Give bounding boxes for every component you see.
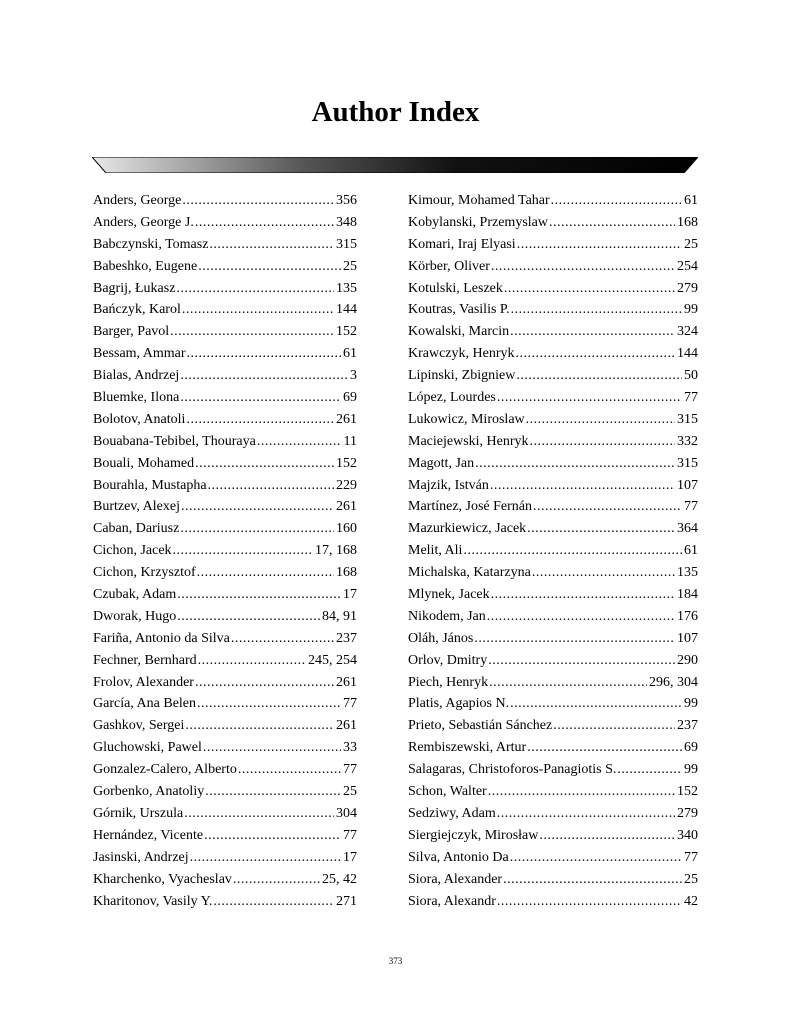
author-name: Anders, George (93, 193, 182, 208)
dot-leader (497, 891, 682, 913)
index-entry (408, 409, 698, 431)
page-reference: 135 (336, 280, 357, 296)
author-name: Bańczyk, Karol (93, 302, 181, 318)
dot-leader (195, 453, 334, 475)
index-entry (408, 299, 698, 321)
index-entry (408, 803, 698, 825)
index-entry (408, 453, 698, 475)
dot-leader (510, 693, 682, 715)
author-name: Prieto, Sebastián Sánchez (408, 718, 553, 734)
dot-leader (186, 409, 334, 431)
index-entry (93, 759, 357, 781)
dot-leader (176, 278, 334, 300)
page-reference: 50 (684, 368, 698, 384)
index-entry (93, 584, 357, 606)
index-entry (93, 650, 357, 672)
dot-leader (488, 781, 675, 803)
author-name: Anders, George J. (93, 214, 194, 230)
author-name: Schon, Walter (408, 784, 487, 800)
dot-leader (197, 562, 334, 584)
page-number: 373 (388, 956, 403, 966)
index-entry (408, 518, 698, 540)
page-reference: 99 (684, 762, 698, 778)
page-reference: 184 (677, 587, 698, 603)
page-reference: 84, 91 (322, 608, 357, 624)
page-reference: 25 (343, 258, 357, 274)
author-name: Górnik, Urszula (93, 805, 184, 821)
page-reference: 261 (336, 718, 357, 734)
page-reference: 290 (677, 652, 698, 668)
page-reference: 152 (336, 455, 357, 471)
index-entry (93, 234, 357, 256)
author-name: Babeshko, Eugene (93, 258, 198, 274)
page-reference: 25 (343, 784, 357, 800)
dot-leader (173, 540, 313, 562)
author-name: Michalska, Katarzyna (408, 565, 531, 581)
page-reference: 304 (336, 805, 357, 821)
index-entry (93, 628, 357, 650)
page-reference: 107 (677, 477, 698, 493)
page-reference: 144 (336, 302, 357, 318)
author-name: Maciejewski, Henryk (408, 433, 529, 449)
index-entry (408, 343, 698, 365)
index-entry (93, 409, 357, 431)
author-name: Körber, Oliver (408, 258, 490, 274)
page-reference: 315 (677, 411, 698, 427)
index-entry (408, 234, 698, 256)
author-name: Gorbenko, Anatoliy (93, 784, 205, 800)
page-reference: 61 (343, 346, 357, 362)
dot-leader (205, 781, 341, 803)
author-name: Oláh, János (408, 630, 474, 646)
dot-leader (526, 409, 675, 431)
page-reference: 61 (684, 543, 698, 559)
index-entry (408, 278, 698, 300)
page-reference: 99 (684, 696, 698, 712)
page-reference: 77 (343, 827, 357, 843)
dot-leader (182, 190, 334, 212)
page-reference: 61 (684, 193, 698, 208)
author-name: Piech, Henryk (408, 674, 489, 690)
index-entry (93, 431, 357, 453)
index-entry (408, 212, 698, 234)
index-entry (93, 387, 357, 409)
dot-leader (475, 453, 675, 475)
index-entry (408, 891, 698, 913)
dot-leader (197, 693, 341, 715)
page-reference: 152 (336, 324, 357, 340)
author-name: Platis, Agapios N. (408, 696, 510, 712)
dot-leader (177, 606, 320, 628)
author-name: Jasinski, Andrzej (93, 849, 189, 865)
author-name: Koutras, Vasilis P. (408, 302, 510, 318)
author-name: Kobylanski, Przemyslaw (408, 214, 548, 230)
index-entry (93, 715, 357, 737)
page-reference: 315 (336, 236, 357, 252)
author-name: Cichon, Krzysztof (93, 565, 196, 581)
index-entry (408, 781, 698, 803)
title-divider (92, 157, 698, 173)
author-name: Silva, Antonio Da (408, 849, 509, 865)
dot-leader (497, 387, 682, 409)
page-reference: 279 (677, 805, 698, 821)
index-column-left (93, 190, 357, 912)
dot-leader (231, 628, 334, 650)
author-name: Caban, Dariusz (93, 521, 180, 537)
dot-leader (491, 256, 675, 278)
author-name: Sedziwy, Adam (408, 805, 496, 821)
dot-leader (182, 299, 334, 321)
dot-leader (180, 365, 348, 387)
dot-leader (198, 650, 306, 672)
index-entry (408, 693, 698, 715)
dot-leader (533, 496, 682, 518)
author-name: Melit, Ali (408, 543, 463, 559)
author-name: Czubak, Adam (93, 587, 177, 603)
dot-leader (517, 234, 682, 256)
author-name: Majzik, István (408, 477, 489, 493)
author-name: Babczynski, Tomasz (93, 236, 209, 252)
author-name: Bolotov, Anatoli (93, 411, 186, 427)
dot-leader (551, 190, 682, 212)
index-entry (408, 759, 698, 781)
index-entry (408, 540, 698, 562)
dot-leader (503, 869, 682, 891)
page-reference: 168 (336, 565, 357, 581)
dot-leader (489, 672, 647, 694)
index-column-right (408, 190, 698, 912)
dot-leader (527, 518, 675, 540)
dot-leader (617, 759, 682, 781)
page-reference: 324 (677, 324, 698, 340)
dot-leader (190, 847, 341, 869)
author-name: Kharitonov, Vasily Y. (93, 893, 213, 909)
author-name: Dworak, Hugo (93, 608, 177, 624)
index-entry (93, 365, 357, 387)
index-entry (93, 540, 357, 562)
index-entry (408, 584, 698, 606)
index-entry (93, 803, 357, 825)
dot-leader (203, 737, 341, 759)
page-reference: 107 (677, 630, 698, 646)
page-reference: 176 (677, 608, 698, 624)
index-entry (408, 847, 698, 869)
index-entry (408, 431, 698, 453)
page-reference: 160 (336, 521, 357, 537)
author-name: Mazurkiewicz, Jacek (408, 521, 527, 537)
dot-leader (195, 212, 334, 234)
dot-leader (185, 715, 334, 737)
index-entry (408, 365, 698, 387)
dot-leader (463, 540, 682, 562)
index-entry (93, 190, 357, 212)
page-reference: 42 (684, 893, 698, 909)
page-reference: 77 (343, 762, 357, 778)
index-entry (93, 891, 357, 913)
author-name: Martínez, José Fernán (408, 499, 533, 515)
index-entry (93, 562, 357, 584)
dot-leader (195, 672, 334, 694)
index-entry (408, 650, 698, 672)
dot-leader (204, 825, 341, 847)
author-name: Lukowicz, Miroslaw (408, 411, 525, 427)
index-entry (408, 672, 698, 694)
page-reference: 17 (343, 849, 357, 865)
page-reference: 254 (677, 258, 698, 274)
index-entry (93, 321, 357, 343)
page-reference: 237 (336, 630, 357, 646)
index-entry (408, 869, 698, 891)
author-name: Salagaras, Christoforos-Panagiotis S. (408, 762, 617, 778)
author-name: Kowalski, Marcin (408, 324, 510, 340)
author-name: Gashkov, Sergei (93, 718, 185, 734)
author-name: Gluchowski, Pawel (93, 740, 202, 756)
page-reference: 25, 42 (322, 871, 357, 887)
dot-leader (238, 759, 341, 781)
index-entry (93, 453, 357, 475)
index-entry (93, 606, 357, 628)
page-reference: 279 (677, 280, 698, 296)
index-entry (93, 737, 357, 759)
page-reference: 69 (343, 390, 357, 406)
dot-leader (491, 584, 675, 606)
dot-leader (181, 496, 334, 518)
page-reference: 229 (336, 477, 357, 493)
page-reference: 261 (336, 674, 357, 690)
index-entry (93, 299, 357, 321)
page-reference: 77 (684, 499, 698, 515)
index-entry (408, 737, 698, 759)
author-name: Krawczyk, Henryk (408, 346, 515, 362)
dot-leader (516, 343, 675, 365)
dot-leader (516, 365, 682, 387)
dot-leader (488, 650, 675, 672)
dot-leader (539, 825, 675, 847)
index-entry (93, 825, 357, 847)
index-entry (93, 518, 357, 540)
page-reference: 152 (677, 784, 698, 800)
dot-leader (233, 869, 320, 891)
page-reference: 261 (336, 411, 357, 427)
page-reference: 315 (677, 455, 698, 471)
author-name: Magott, Jan (408, 455, 475, 471)
index-entry (408, 321, 698, 343)
dot-leader (490, 475, 675, 497)
index-entry (93, 343, 357, 365)
index-entry (93, 212, 357, 234)
index-entry (408, 606, 698, 628)
index-entry (93, 847, 357, 869)
author-name: Komari, Iraj Elyasi (408, 236, 516, 252)
dot-leader (530, 431, 675, 453)
dot-leader (213, 891, 334, 913)
dot-leader (257, 431, 342, 453)
page-reference: 296, 304 (649, 674, 698, 690)
index-entry (408, 190, 698, 212)
page-reference: 3 (350, 368, 357, 384)
page-reference: 77 (343, 696, 357, 712)
author-name: Barger, Pavol (93, 324, 170, 340)
author-name: Nikodem, Jan (408, 608, 486, 624)
author-name: Bourahla, Mustapha (93, 477, 207, 493)
page-reference: 340 (677, 827, 698, 843)
page-reference: 135 (677, 565, 698, 581)
author-name: Gonzalez-Calero, Alberto (93, 762, 237, 778)
dot-leader (532, 562, 675, 584)
page-reference: 33 (343, 740, 357, 756)
index-entry (408, 825, 698, 847)
author-name: Siora, Alexandr (408, 893, 496, 909)
page-reference: 77 (684, 390, 698, 406)
author-name: Orlov, Dmitry (408, 652, 488, 668)
author-name: López, Lourdes (408, 390, 496, 406)
author-name: Frolov, Alexander (93, 674, 194, 690)
author-name: Bluemke, Ilona (93, 390, 180, 406)
author-name: Fechner, Bernhard (93, 652, 197, 668)
dot-leader (184, 803, 334, 825)
index-entry (93, 693, 357, 715)
author-name: García, Ana Belen (93, 696, 197, 712)
dot-leader (209, 234, 334, 256)
dot-leader (180, 518, 334, 540)
author-name: Bagrij, Łukasz (93, 280, 176, 296)
page-reference: 364 (677, 521, 698, 537)
dot-leader (208, 475, 334, 497)
index-entry (93, 496, 357, 518)
author-name: Mlynek, Jacek (408, 587, 490, 603)
index-entry (93, 781, 357, 803)
dot-leader (187, 343, 341, 365)
dot-leader (510, 321, 675, 343)
index-entry (408, 256, 698, 278)
dot-leader (511, 299, 682, 321)
index-entry (93, 256, 357, 278)
author-name: Bialas, Andrzej (93, 368, 180, 384)
page-reference: 237 (677, 718, 698, 734)
page-reference: 348 (336, 214, 357, 230)
page-reference: 25 (684, 871, 698, 887)
author-name: Burtzev, Alexej (93, 499, 180, 515)
page-reference: 25 (684, 236, 698, 252)
page-reference: 168 (677, 214, 698, 230)
index-entry (93, 869, 357, 891)
page-reference: 17 (343, 587, 357, 603)
dot-leader (198, 256, 341, 278)
page-reference: 69 (684, 740, 698, 756)
author-name: Lipinski, Zbigniew (408, 368, 516, 384)
page-reference: 11 (343, 433, 357, 449)
index-entry (408, 628, 698, 650)
index-entry (408, 475, 698, 497)
page-reference: 77 (684, 849, 698, 865)
author-name: Kimour, Mohamed Tahar (408, 193, 550, 208)
dot-leader (527, 737, 682, 759)
dot-leader (553, 715, 675, 737)
dot-leader (549, 212, 675, 234)
page-reference: 261 (336, 499, 357, 515)
dot-leader (180, 387, 341, 409)
index-entry (93, 278, 357, 300)
dot-leader (177, 584, 341, 606)
author-name: Cichon, Jacek (93, 543, 172, 559)
dot-leader (474, 628, 675, 650)
author-name: Fariña, Antonio da Silva (93, 630, 230, 646)
dot-leader (510, 847, 682, 869)
page-reference: 17, 168 (315, 543, 357, 559)
index-entry (93, 475, 357, 497)
page-title: Author Index (311, 96, 480, 128)
page-reference: 332 (677, 433, 698, 449)
author-name: Siergiejczyk, Mirosław (408, 827, 539, 843)
author-name: Bouali, Mohamed (93, 455, 195, 471)
index-entry (93, 672, 357, 694)
index-entry (408, 715, 698, 737)
dot-leader (487, 606, 675, 628)
dot-leader (170, 321, 334, 343)
index-entry (408, 387, 698, 409)
author-name: Bouabana-Tebibel, Thouraya (93, 433, 256, 449)
dot-leader (504, 278, 675, 300)
author-name: Siora, Alexander (408, 871, 503, 887)
index-entry (408, 562, 698, 584)
page-reference: 99 (684, 302, 698, 318)
page-reference: 245, 254 (308, 652, 357, 668)
author-name: Kharchenko, Vyacheslav (93, 871, 232, 887)
author-name: Kotulski, Leszek (408, 280, 503, 296)
author-name: Rembiszewski, Artur (408, 740, 527, 756)
page-reference: 271 (336, 893, 357, 909)
author-name: Bessam, Ammar (93, 346, 186, 362)
page-reference: 356 (336, 193, 357, 208)
author-name: Hernández, Vicente (93, 827, 204, 843)
index-entry (408, 496, 698, 518)
dot-leader (497, 803, 675, 825)
page-reference: 144 (677, 346, 698, 362)
